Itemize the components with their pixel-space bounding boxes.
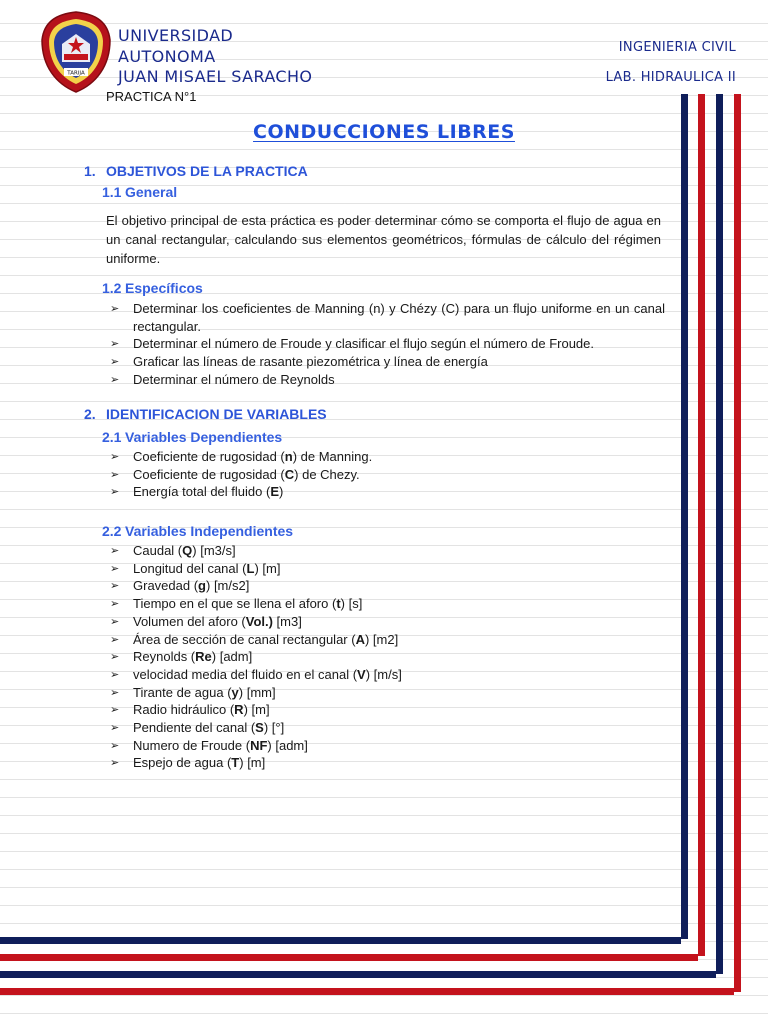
- list-item: [110, 613, 665, 631]
- dependent-variables-list: [110, 448, 665, 501]
- variable-text: Caudal (: [133, 543, 183, 558]
- variable-text: Energía total del fluido (: [133, 484, 271, 500]
- list-item: [110, 737, 665, 755]
- arrowhead-bullet-icon: ➢: [110, 632, 120, 646]
- arrowhead-bullet-icon: ➢: [110, 561, 120, 575]
- vertical-stripe-red-2: [734, 94, 741, 992]
- variable-unit: ) [m/s2]: [206, 578, 250, 594]
- variable-unit: ) [m/s]: [365, 666, 402, 682]
- variable-symbol: C: [284, 466, 295, 482]
- independent-variables-list: [110, 542, 665, 772]
- variable-unit: [m3]: [272, 613, 302, 629]
- arrowhead-bullet-icon: ➢: [110, 485, 120, 499]
- variable-symbol: Vol.): [245, 613, 273, 629]
- variable-unit: ) [adm]: [211, 649, 253, 665]
- horizontal-stripe-red-1: [0, 954, 698, 961]
- horizontal-stripe-navy-1: [0, 937, 681, 944]
- variable-text: Numero de Froude (: [133, 737, 251, 753]
- university-line-3: JUAN MISAEL SARACHO: [118, 67, 313, 86]
- section-2-heading: 2. IDENTIFICACION DE VARIABLES: [84, 406, 327, 422]
- list-item: [110, 448, 665, 466]
- variable-unit: ) [m]: [254, 560, 281, 576]
- arrowhead-bullet-icon: ➢: [110, 738, 120, 752]
- horizontal-stripe-red-2: [0, 988, 734, 995]
- arrowhead-bullet-icon: ➢: [110, 544, 120, 557]
- vertical-stripe-navy-2: [716, 94, 723, 974]
- variable-symbol: R: [234, 702, 244, 718]
- variable-text: Espejo de agua (: [133, 755, 232, 771]
- university-seal-icon: [40, 10, 112, 94]
- variable-text: velocidad media del fluido en el canal (: [133, 666, 358, 682]
- variable-symbol: A: [355, 631, 365, 647]
- variable-symbol: y: [231, 684, 239, 700]
- variable-symbol: Re: [195, 649, 212, 665]
- arrowhead-bullet-icon: ➢: [110, 703, 120, 717]
- variable-symbol: Q: [182, 543, 193, 558]
- variable-text: Longitud del canal (: [133, 560, 247, 576]
- variable-text: Área de sección de canal rectangular (: [133, 631, 356, 647]
- subsection-1-2-heading: 1.2 Específicos: [102, 280, 203, 296]
- variable-text: Volumen del aforo (: [133, 613, 246, 629]
- arrowhead-bullet-icon: ➢: [110, 650, 120, 664]
- variable-symbol: n: [284, 449, 293, 464]
- university-name: [118, 26, 312, 88]
- variable-symbol: t: [336, 596, 341, 612]
- vertical-stripe-red-1: [698, 94, 705, 956]
- variable-unit: ) de Manning.: [292, 449, 373, 464]
- variable-text: Radio hidráulico (: [133, 702, 235, 718]
- general-objective-paragraph: El objetivo principal de esta práctica es poder determinar cómo se comporta el flujo de agua en un canal rectangular, calculando sus elementos geométricos, fórmulas de cálculo del régimen uniforme.: [106, 213, 661, 266]
- arrowhead-bullet-icon: ➢: [110, 756, 120, 770]
- variable-unit: ) [m3/s]: [192, 543, 236, 558]
- list-item: ➢ Graficar las líneas de rasante piezométrica y línea de energía: [110, 354, 488, 370]
- arrowhead-bullet-icon: ➢: [110, 467, 120, 481]
- list-item: [110, 754, 665, 772]
- variable-text: Tirante de agua (: [133, 684, 232, 700]
- list-item: ➢ Determinar el número de Reynolds: [110, 371, 335, 387]
- variable-unit: ) [mm]: [238, 684, 276, 700]
- variable-unit: ) [s]: [340, 596, 363, 612]
- list-item: [110, 483, 665, 501]
- list-item: ➢ Determinar el número de Froude y clasificar el flujo según el número de Froude.: [110, 336, 595, 352]
- document-title: CONDUCCIONES LIBRES: [253, 121, 515, 143]
- list-item: [110, 542, 665, 560]
- variable-unit: ) de Chezy.: [294, 466, 360, 482]
- variable-symbol: V: [357, 666, 366, 682]
- arrowhead-bullet-icon: ➢: [110, 355, 120, 369]
- list-item: [110, 666, 665, 684]
- list-item: [110, 648, 665, 666]
- arrowhead-bullet-icon: ➢: [110, 579, 120, 593]
- variable-symbol: S: [255, 720, 264, 736]
- variable-text: Reynolds (: [133, 649, 196, 665]
- arrowhead-bullet-icon: ➢: [110, 337, 120, 351]
- list-item: [110, 577, 665, 595]
- vertical-stripe-navy-1: [681, 94, 688, 939]
- variable-symbol: g: [198, 578, 206, 594]
- variable-unit: ) [m2]: [364, 631, 399, 647]
- horizontal-stripe-navy-2: [0, 971, 716, 978]
- variable-text: Gravedad (: [133, 578, 199, 594]
- list-item: ➢ Determinar los coeficientes de Manning (n) y Chézy (C) para un flujo uniforme en un canal rectangular.: [110, 301, 665, 334]
- variable-unit: ) [°]: [263, 720, 285, 736]
- arrowhead-bullet-icon: ➢: [110, 597, 120, 611]
- arrowhead-bullet-icon: ➢: [110, 667, 120, 681]
- list-item: [110, 631, 665, 649]
- list-item: [110, 701, 665, 719]
- list-item: [110, 466, 665, 484]
- subsection-2-1-heading: 2.1 Variables Dependientes: [102, 429, 283, 445]
- variable-unit: ) [m]: [243, 702, 270, 718]
- arrowhead-bullet-icon: ➢: [110, 450, 120, 463]
- arrowhead-bullet-icon: ➢: [110, 302, 120, 315]
- subsection-1-1-heading: 1.1 General: [102, 184, 178, 200]
- list-item: [110, 719, 665, 737]
- arrowhead-bullet-icon: ➢: [110, 721, 120, 735]
- arrowhead-bullet-icon: ➢: [110, 685, 120, 699]
- variable-text: Tiempo en el que se llena el aforo (: [133, 596, 337, 612]
- career-name: INGENIERIA CIVIL: [618, 40, 736, 55]
- seal-text: TARIJA: [67, 70, 85, 77]
- university-line-1: UNIVERSIDAD: [118, 26, 234, 45]
- variable-unit: ) [m]: [239, 755, 266, 771]
- lab-name: LAB. HIDRAULICA II: [605, 70, 736, 85]
- university-line-2: AUTONOMA: [118, 46, 216, 66]
- variable-text: Coeficiente de rugosidad (: [133, 466, 285, 482]
- list-item: [110, 560, 665, 578]
- variable-text: Pendiente del canal (: [133, 720, 256, 736]
- section-1-heading: 1. OBJETIVOS DE LA PRACTICA: [84, 163, 308, 179]
- variable-symbol: E: [270, 484, 279, 500]
- arrowhead-bullet-icon: ➢: [110, 614, 120, 628]
- specific-objectives-list: [110, 300, 665, 389]
- subsection-2-2-heading: 2.2 Variables Independientes: [102, 523, 294, 539]
- list-item: [110, 595, 665, 613]
- list-item: [110, 684, 665, 702]
- variable-unit: ) [adm]: [267, 737, 308, 753]
- practice-number: PRACTICA N°1: [106, 89, 197, 104]
- variable-unit: ): [278, 484, 284, 500]
- variable-symbol: NF: [250, 737, 268, 753]
- variable-symbol: L: [246, 560, 255, 576]
- variable-text: Coeficiente de rugosidad (: [133, 449, 285, 464]
- variable-symbol: T: [231, 755, 240, 771]
- arrowhead-bullet-icon: ➢: [110, 372, 120, 386]
